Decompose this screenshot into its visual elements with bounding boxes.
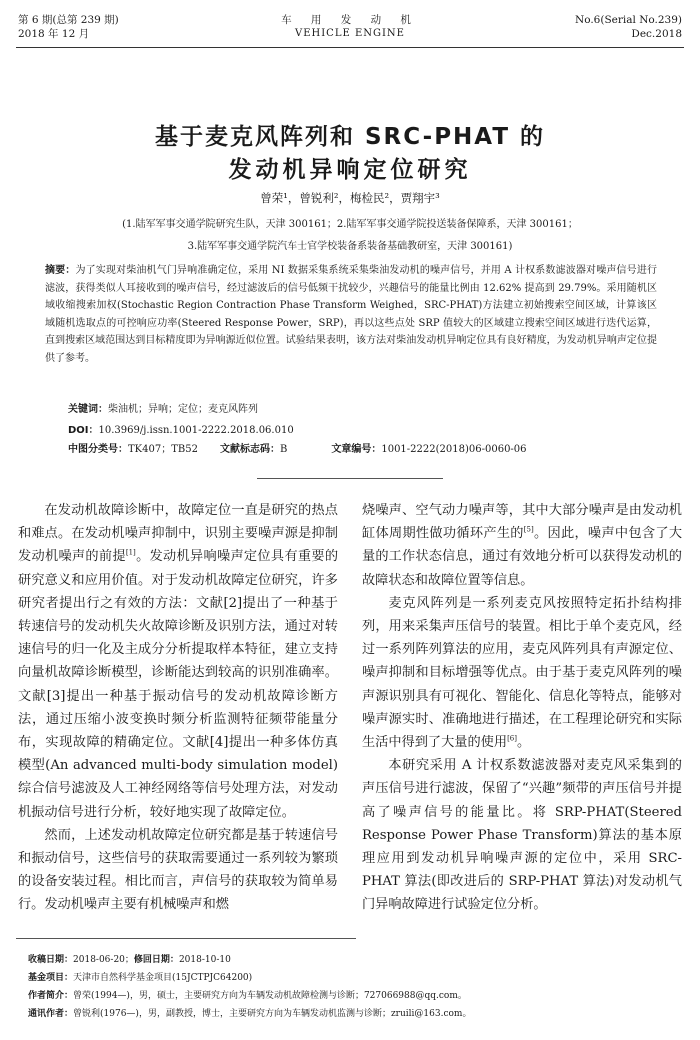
serial-info bbox=[575, 13, 682, 41]
serial-number: No.6(Serial No.239) bbox=[575, 14, 682, 26]
abstract-text: 为了实现对柴油机气门异响准确定位，采用 NI 数据采集系统采集柴油发动机的噪声信号，并用 A 计权系数滤波器对噪声信号进行滤波，获得类似人耳接收到的噪声信号，经过滤波后的信号低频干扰较少，兴趣信号的能量比例由 12.62% 提高到 29.79%。采用随机区域收缩搜索加权(Stochastic Region Contraction Phase Transform Weighed，SRC-PHAT)方法建立初始搜索空间区域，计算该区域随机选取点的可控响应功率(Steered Response Power，SRP)，再以这些点处 SRP 值较大的区域建立搜索空间区域进行迭代运算，直到搜索区域范围达到目标精度即为异响源近似位置。试验结果表明，该方法对柴油发动机异响定位具有良好精度，为发动机异响声定位提供了参考。 bbox=[45, 265, 657, 364]
serial-date: Dec.2018 bbox=[631, 28, 682, 40]
received-label: 收稿日期： bbox=[28, 955, 74, 965]
footnote-author bbox=[28, 990, 678, 1002]
affiliation-line-2: 3.陆军军事交通学院汽车士官学校装备系装备基础教研室，天津 300161) bbox=[187, 241, 513, 252]
body-right-column bbox=[362, 499, 682, 917]
footnote-fund bbox=[28, 972, 678, 984]
author-bio-value: 曾荣(1994—)，男，硕士，主要研究方向为车辆发动机故障检测与诊断；727066988@qq.com。 bbox=[73, 991, 467, 1001]
classification-line bbox=[68, 440, 527, 455]
issue-info bbox=[18, 13, 119, 41]
intro-paragraph-3: 麦克风阵列是一系列麦克风按照特定拓扑结构排列，用来采集声压信号的装置。相比于单个麦克风，经过一系列阵列算法的应用，麦克风阵列具有声源定位、噪声抑制和目标增强等优点。由于基于麦克风阵列的噪声源识别具有可视化、智能化、信息化等特点，能够对噪声源实时、准确地进行描述，在工程理论研究和实际生活中得到了大量的使用[6]。 bbox=[362, 595, 682, 751]
author-bio-label: 作者简介： bbox=[28, 991, 74, 1001]
received-date: 2018-06-20； bbox=[73, 955, 134, 965]
corresponding-value: 曾锐利(1976—)，男，副教授，博士，主要研究方向为车辆发动机监测与诊断；zruili@163.com。 bbox=[73, 1009, 472, 1019]
header-divider bbox=[16, 47, 684, 48]
corresponding-label: 通讯作者： bbox=[28, 1009, 74, 1019]
intro-paragraph-4: 本研究采用 A 计权系数滤波器对麦克风采集到的声压信号进行滤波，保留了“兴趣”频带的声压信号并提高了噪声信号的能量比。将 SRP-PHAT(Steered Response Power Phase Transform)算法的基本原理应用到发动机异响噪声源的定位中，采用 SRC-PHAT 算法(即改进后的 SRP-PHAT 算法)对发动机气门异响故障进行试验定位分析。 bbox=[362, 758, 682, 913]
journal-name bbox=[200, 13, 500, 41]
journal-name-en: VEHICLE ENGINE bbox=[294, 28, 405, 39]
affiliation-line-1: (1.陆军军事交通学院研究生队，天津 300161；2.陆军军事交通学院投送装备保障系，天津 300161； bbox=[122, 219, 578, 230]
doc-code-value: B bbox=[279, 444, 288, 455]
issue-number: 第 6 期(总第 239 期) bbox=[18, 14, 119, 26]
clc-label: 中图分类号： bbox=[68, 444, 128, 455]
paper-title-line-2: 发动机异响定位研究 bbox=[228, 157, 472, 183]
fund-label: 基金项目： bbox=[28, 973, 74, 983]
keywords-text: 柴油机；异响；定位；麦克风阵列 bbox=[108, 404, 258, 415]
intro-paragraph-1: 在发动机故障诊断中，故障定位一直是研究的热点和难点。在发动机噪声抑制中，识别主要噪声源是抑制发动机噪声的前提[1]。发动机异响噪声定位具有重要的研究意义和应用价值。对于发动机故障定位研究，许多研究者提出行之有效的方法：文献[2]提出了一种基于转速信号的发动机失火故障诊断及识别方法，通过对转速信号的归一化及主成分分析提取样本特征，建立支持向量机故障诊断模型，诊断能达到较高的识别准确率。文献[3]提出一种基于振动信号的发动机故障诊断方法，通过压缩小波变换时频分析监测特征频带能量分布，实现故障的精确定位。文献[4]提出一种多体仿真模型(An advanced multi-body simulation model)综合信号滤波及人工神经网络等信号处理方法，对发动机振动信号进行分析，较好地实现了故障定位。 bbox=[18, 503, 339, 820]
footnote-divider bbox=[16, 938, 356, 939]
section-divider bbox=[257, 478, 443, 479]
doi-value: 10.3969/j.issn.1001-2222.2018.06.010 bbox=[98, 425, 294, 436]
clc-value: TK407；TB52 bbox=[128, 444, 198, 455]
author-list: 曾荣¹，曾锐利²，梅检民²，贾翔宇³ bbox=[260, 191, 440, 205]
doi bbox=[68, 421, 294, 436]
abstract bbox=[45, 262, 657, 368]
fund-value: 天津市自然科学基金项目(15JCTPJC64200) bbox=[73, 973, 253, 983]
article-number-value: 1001-2222(2018)06-0060-06 bbox=[381, 444, 527, 455]
footnote-dates bbox=[28, 954, 678, 966]
paper-title-line-1: 基于麦克风阵列和 SRC-PHAT 的 bbox=[154, 124, 546, 150]
doi-label: DOI： bbox=[68, 425, 99, 436]
journal-name-cn: 车 用 发 动 机 bbox=[281, 14, 419, 26]
doc-code-label: 文献标志码： bbox=[219, 444, 280, 455]
article-number-label: 文章编号： bbox=[331, 444, 382, 455]
body-left-column bbox=[18, 499, 338, 917]
citation-6: [6] bbox=[507, 734, 517, 743]
abstract-label: 摘要： bbox=[45, 265, 76, 276]
citation-5: [5] bbox=[523, 525, 534, 534]
issue-date: 2018 年 12 月 bbox=[18, 28, 90, 40]
revised-date: 2018-10-10 bbox=[178, 955, 231, 965]
keywords-label: 关键词： bbox=[68, 404, 108, 415]
revised-label: 修回日期： bbox=[133, 955, 179, 965]
intro-paragraph-2-continued: 烧噪声、空气动力噪声等，其中大部分噪声是由发动机缸体周期性做功循环产生的[5]。因此，噪声中包含了大量的工作状态信息，通过有效地分析可以获得发动机的故障状态和故障位置等信息。 bbox=[362, 503, 683, 588]
intro-paragraph-2: 然而，上述发动机故障定位研究都是基于转速信号和振动信号，这些信号的获取需要通过一系列较为繁琐的设备安装过程。相比而言，声信号的获取较为简单易行。发动机噪声主要有机械噪声和燃 bbox=[18, 827, 338, 913]
citation-1: [1] bbox=[125, 549, 136, 558]
keywords bbox=[68, 400, 258, 415]
footnote-corresponding bbox=[28, 1008, 678, 1020]
